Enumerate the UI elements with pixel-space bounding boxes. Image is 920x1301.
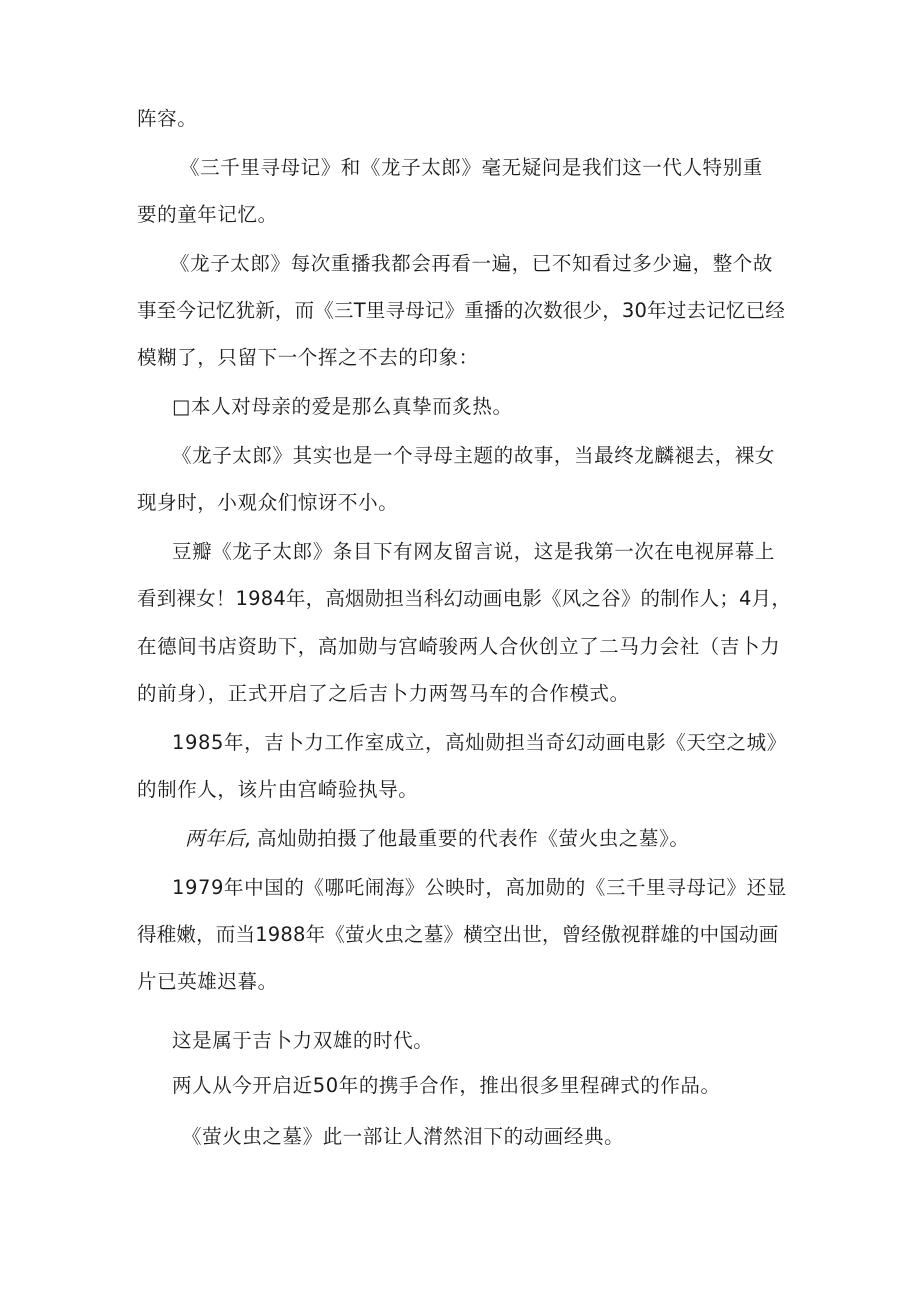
- text-line: 《龙子太郎》其实也是一个寻母主题的故事，当最终龙麟褪去，裸女: [172, 444, 776, 467]
- text-line: 得稚嫩，而当1988年《萤火虫之墓》横空出世，曾经傲视群雄的中国动画: [137, 923, 779, 946]
- text-line: 看到裸女！1984年，高烟勋担当科幻动画电影《风之谷》的制作人；4月，: [137, 587, 792, 610]
- text-line: 《三千里寻母记》和《龙子太郎》毫无疑问是我们这一代人特别重: [180, 156, 763, 179]
- text-line: 《萤火虫之墓》此一部让人潸然泪下的动画经典。: [182, 1125, 625, 1148]
- text-line: 的制作人，该片由宫崎验执导。: [137, 778, 419, 801]
- text-line: 高灿勋拍摄了他最重要的代表作《萤火虫之墓》。: [257, 827, 690, 850]
- text-line: 的前身），正式开启了之后吉卜力两驾马车的合作模式。: [137, 682, 630, 705]
- text-line: 两人从今开启近50年的携手合作，推出很多里程碑式的作品。: [172, 1074, 721, 1097]
- text-line: 1985年，吉卜力工作室成立，高灿勋担当奇幻动画电影《天空之城》: [172, 731, 787, 754]
- text-line-italic: 两年后,: [185, 827, 253, 850]
- text-line: 阵容。: [137, 107, 198, 130]
- text-line: 豆瓣《龙子太郎》条目下有网友留言说，这是我第一次在电视屏幕上: [172, 540, 776, 563]
- text-line: 在德间书店资助下，高加勋与宫崎骏两人合伙创立了二马力会社（吉卜力: [137, 635, 781, 658]
- text-line: 1979年中国的《哪吒闹海》公映时，高加勋的《三千里寻母记》还显: [172, 876, 787, 899]
- text-line: 要的童年记忆。: [137, 203, 278, 226]
- text-line: 这是属于吉卜力双雄的时代。: [172, 1029, 434, 1052]
- text-line: 模糊了，只留下一个挥之不去的印象：: [137, 346, 479, 369]
- text-line: 片已英雄迟暮。: [137, 970, 278, 993]
- text-line: 现身时，小观众们惊讶不小。: [137, 491, 399, 514]
- text-line: 《龙子太郎》每次重播我都会再看一遍，已不知看过多少遍，整个故: [170, 252, 774, 275]
- text-line: □本人对母亲的爱是那么真挚而炙热。: [172, 395, 513, 418]
- text-line: 事至今记忆犹新，而《三T里寻母记》重播的次数很少，30年过去记忆已经: [137, 299, 786, 322]
